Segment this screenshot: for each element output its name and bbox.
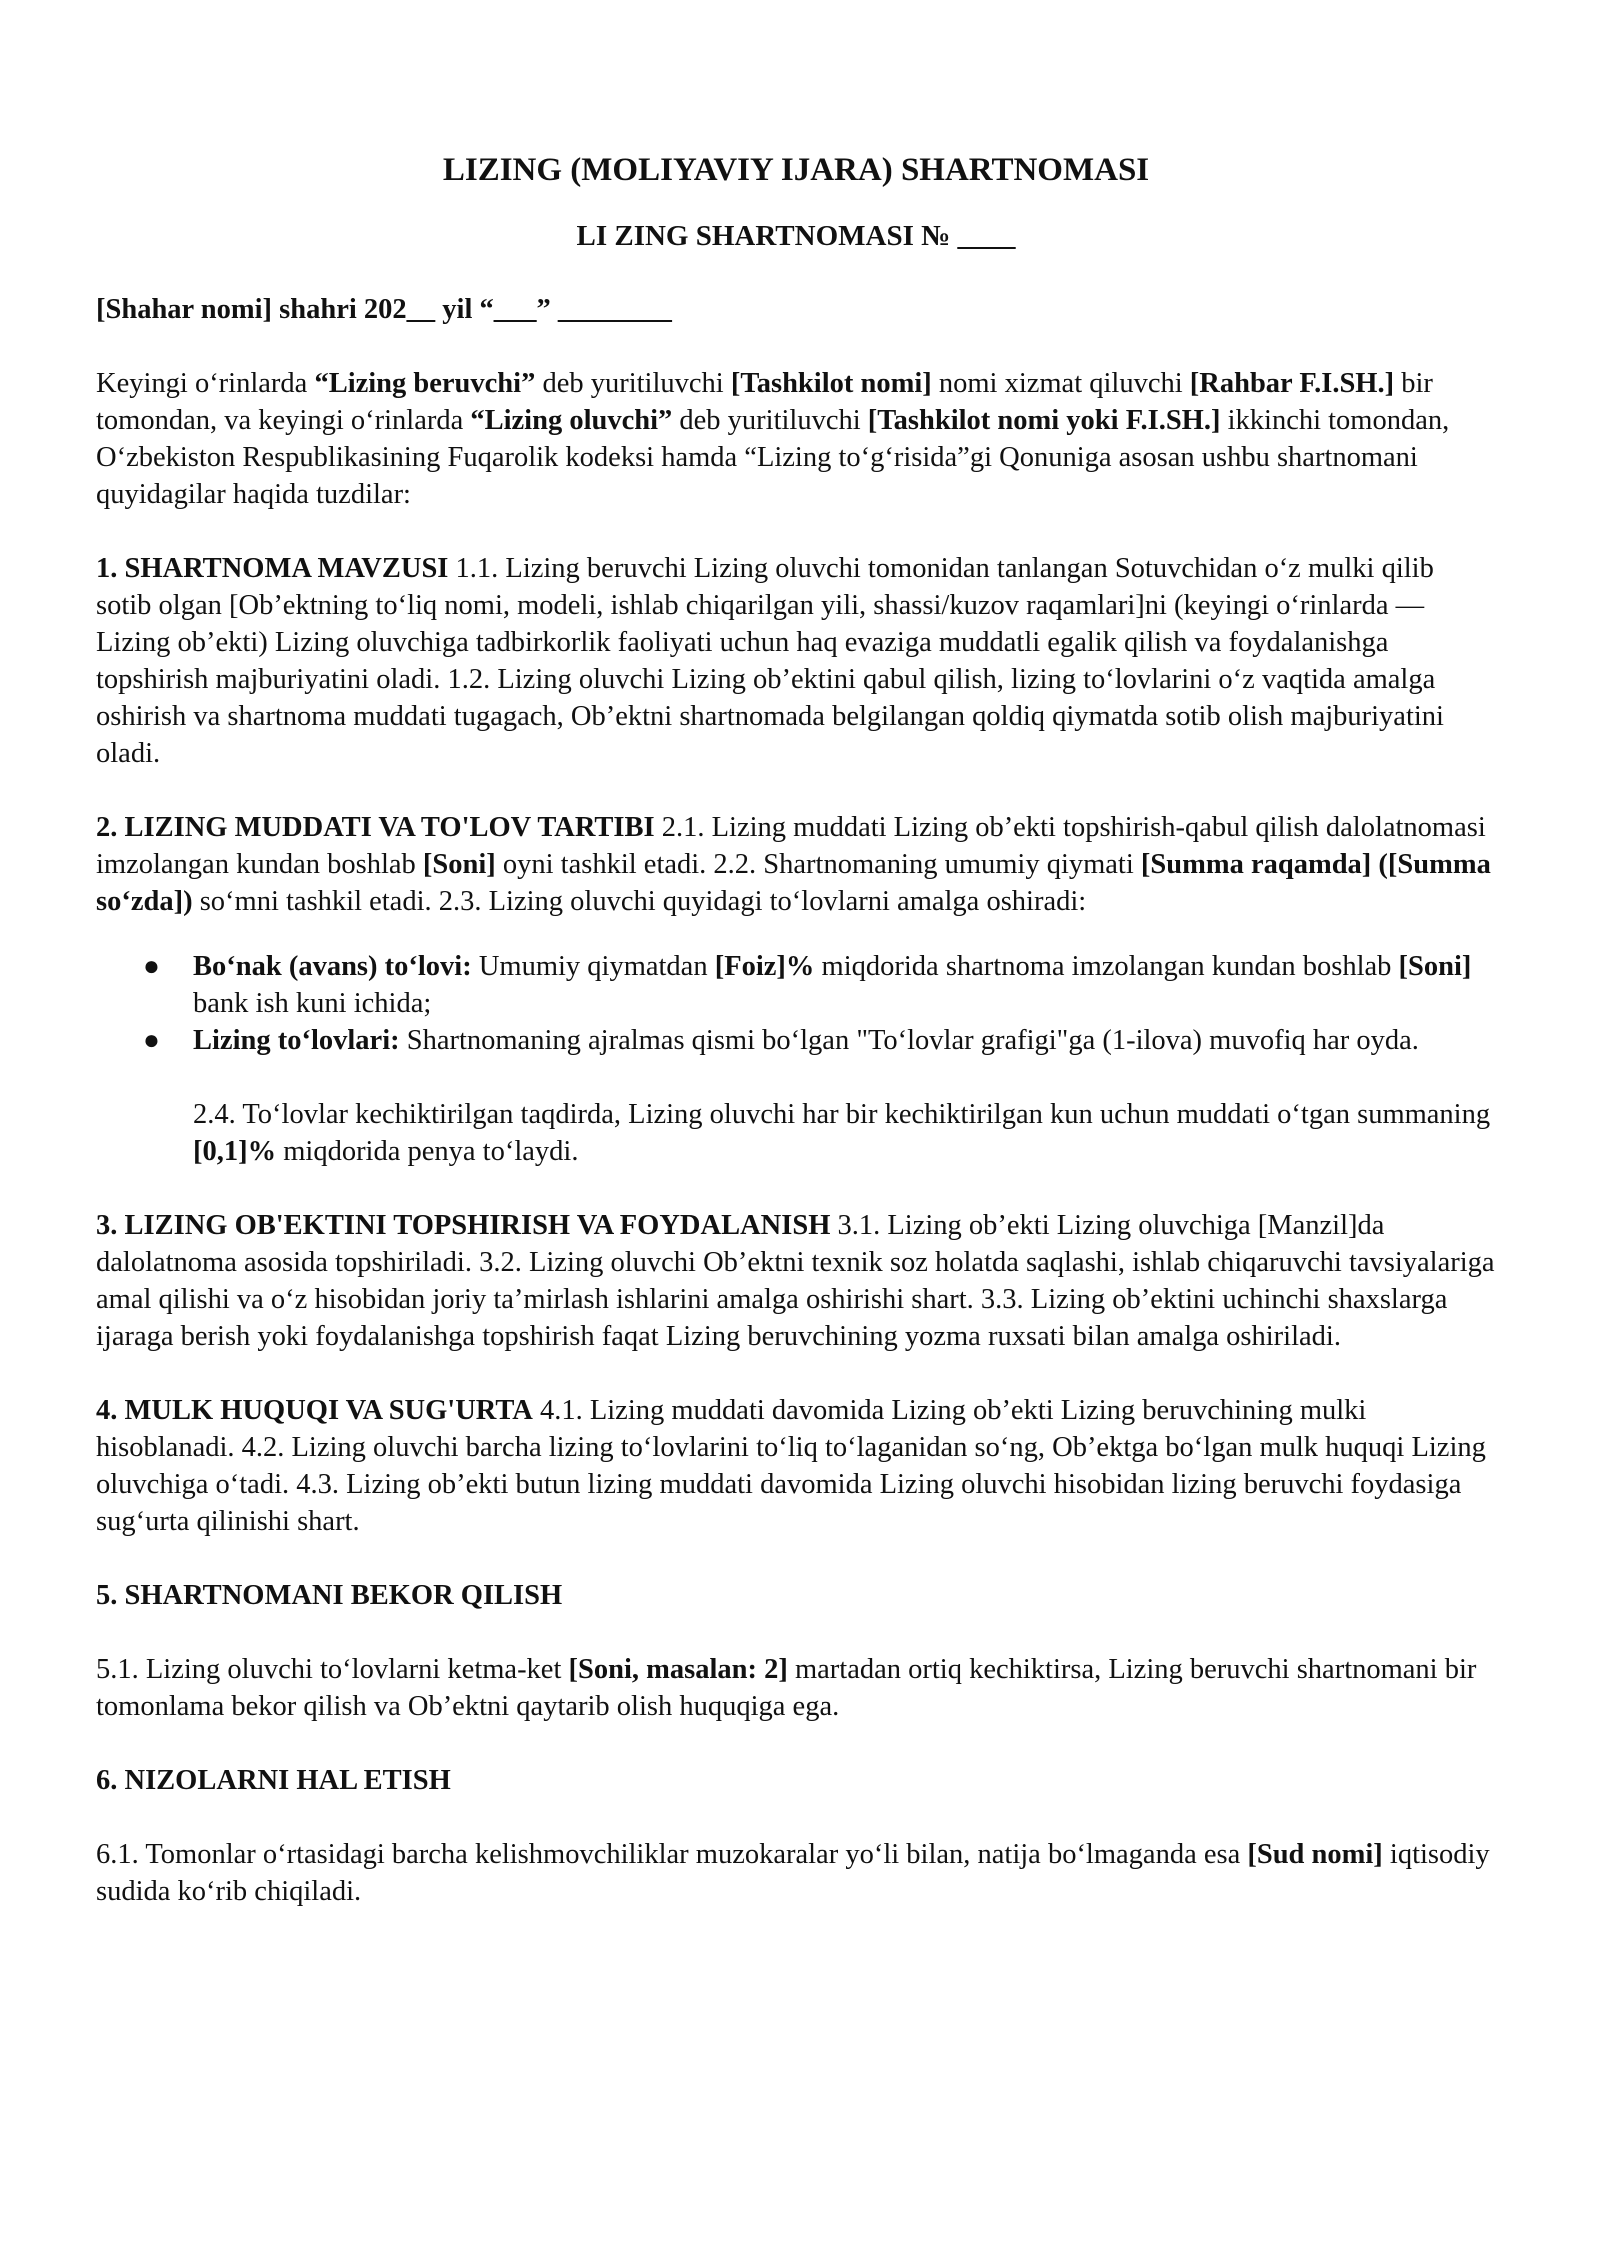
intro-lessee-org-placeholder: [Tashkilot nomi yoki F.I.SH.] — [867, 405, 1221, 436]
document-subtitle: LI ZING SHARTNOMASI № ____ — [576, 220, 1016, 252]
payment-text: miqdorida shartnoma imzolangan kundan boshlab — [814, 951, 1399, 982]
clause-2-4-text: miqdorida penya to‘laydi. — [276, 1136, 579, 1167]
section-6-heading: 6. NIZOLARNI HAL ETISH — [96, 1765, 451, 1796]
payment-label: Bo‘nak (avans) to‘lovi: — [193, 951, 472, 982]
intro-text: bir tomondan, va keyingi o‘rinlarda — [96, 368, 1433, 436]
delay-count-placeholder: [Soni, masalan: 2] — [568, 1654, 788, 1685]
payment-text: bank ish kuni ichida; — [193, 988, 432, 1019]
section-6-text: 6.1. Tomonlar o‘rtasidagi barcha kelishmovchiliklar muzokaralar yo‘li bilan, natija bo‘lmaganda esa — [96, 1839, 1248, 1870]
bullet-icon: ● — [143, 1025, 160, 1056]
intro-text: deb yuritiluvchi — [535, 368, 731, 399]
intro-text: deb yuritiluvchi — [672, 405, 868, 436]
intro-lessor-term: “Lizing beruvchi” — [314, 368, 536, 399]
section-2-text: 2.1. Lizing muddati Lizing ob’ekti topshirish-qabul qilish dalolatnomasi imzolangan kundan boshlab — [96, 812, 1486, 880]
intro-lessor-org-placeholder: [Tashkilot nomi] — [730, 368, 932, 399]
document-title: LIZING (MOLIYAVIY IJARA) SHARTNOMASI — [442, 152, 1150, 188]
days-placeholder: [Soni] — [1398, 951, 1472, 982]
section-4-paragraph — [96, 1392, 1496, 1540]
section-5-heading: 5. SHARTNOMANI BEKOR QILISH — [96, 1580, 563, 1611]
intro-lessee-term: “Lizing oluvchi” — [470, 405, 673, 436]
section-2-text: oyni tashkil etadi. 2.2. Shartnomaning umumiy qiymati — [495, 849, 1141, 880]
section-2-text: so‘mni tashkil etadi. 2.3. Lizing oluvchi quyidagi to‘lovlarni amalga oshiradi: — [192, 886, 1087, 917]
section-5-paragraph — [96, 1651, 1496, 1725]
section-3-paragraph — [96, 1207, 1496, 1355]
list-item — [143, 1022, 1496, 1059]
intro-text: ikkinchi tomondan, O‘zbekiston Respublikasining Fuqarolik kodeksi hamda “Lizing to‘g‘risida”gi Qonuniga asosan ushbu shartnomani quyidagilar haqida tuzdilar: — [96, 405, 1450, 510]
court-name-placeholder: [Sud nomi] — [1247, 1839, 1383, 1870]
term-months-placeholder: [Soni] — [422, 849, 496, 880]
section-2-heading: 2. LIZING MUDDATI VA TO'LOV TARTIBI — [96, 812, 655, 843]
section-6-paragraph — [96, 1836, 1496, 1910]
section-4-heading: 4. MULK HUQUQI VA SUG'URTA — [96, 1395, 533, 1426]
section-5-text: martadan ortiq kechiktirsa, Lizing beruvchi shartnomani bir tomonlama bekor qilish va Ob’ektni qaytarib olish huquqiga ega. — [96, 1654, 1477, 1722]
payment-text: Shartnomaning ajralmas qismi bo‘lgan "To‘lovlar grafigi"ga (1-ilova) muvofiq har oyda. — [399, 1025, 1419, 1056]
section-1-text: 1.1. Lizing beruvchi Lizing oluvchi tomonidan tanlangan Sotuvchidan o‘z mulki qilib sotib olgan [Ob’ektning to‘liq nomi, modeli, ishlab chiqarilgan yili, shassi/kuzov raqamlari]ni (keyingi o‘rinlarda — Lizing ob’ekti) Lizing oluvchiga tadbirkorlik faoliyati uchun haq evaziga muddatli egalik qilish va foydalanishga topshirish majburiyatini oladi. 1.2. Lizing oluvchi Lizing ob’ektini qabul qilish, lizing to‘lovlarini o‘z vaqtida amalga oshirish va shartnoma muddati tugagach, Ob’ektni shartnomada belgilangan qoldiq qiymatda sotib olish majburiyatini oladi. — [96, 553, 1444, 769]
section-3-heading: 3. LIZING OB'EKTINI TOPSHIRISH VA FOYDALANISH — [96, 1210, 831, 1241]
section-6-text: iqtisodiy sudida ko‘rib chiqiladi. — [96, 1839, 1490, 1907]
clause-2-4-paragraph — [96, 1096, 1496, 1170]
percent-placeholder: [Foiz]% — [714, 951, 815, 982]
bullet-icon: ● — [143, 951, 160, 982]
section-4-text: 4.1. Lizing muddati davomida Lizing ob’ekti Lizing beruvchining mulki hisoblanadi. 4.2. Lizing oluvchi barcha lizing to‘lovlarini to‘liq to‘laganidan so‘ng, Ob’ektga bo‘lgan mulk huquqi Lizing oluvchiga o‘tadi. 4.3. Lizing ob’ekti butun lizing muddati davomida Lizing oluvchi hisobidan lizing beruvchi foydasiga sug‘urta qilinishi shart. — [96, 1395, 1486, 1537]
section-1-paragraph — [96, 550, 1496, 772]
payment-label: Lizing to‘lovlari: — [193, 1025, 400, 1056]
place-date-line: [Shahar nomi] shahri 202__ yil “___” ________ — [96, 294, 672, 325]
payment-text: Umumiy qiymatdan — [471, 951, 715, 982]
section-5-text: 5.1. Lizing oluvchi to‘lovlarni ketma-ket — [96, 1654, 569, 1685]
payment-list — [96, 948, 1496, 1059]
penalty-rate-placeholder: [0,1]% — [193, 1136, 277, 1167]
clause-2-4-text: 2.4. To‘lovlar kechiktirilgan taqdirda, Lizing oluvchi har bir kechiktirilgan kun uchun muddati o‘tgan summaning — [193, 1099, 1491, 1130]
section-1-heading: 1. SHARTNOMA MAVZUSI — [96, 553, 449, 584]
section-3-text: 3.1. Lizing ob’ekti Lizing oluvchiga [Manzil]da dalolatnoma asosida topshiriladi. 3.2. Lizing oluvchi Ob’ektni texnik soz holatda saqlashi, ishlab chiqaruvchi tavsiyalariga amal qilishi va o‘z hisobidan joriy ta’mirlash ishlarini amalga oshirishi shart. 3.3. Lizing ob’ektini uchinchi shaxslarga ijaraga berish yoki foydalanishga topshirish faqat Lizing beruvchining yozma ruxsati bilan amalga oshiriladi. — [96, 1210, 1495, 1352]
total-sum-placeholder: [Summa raqamda] ([Summa so‘zda]) — [96, 849, 1491, 917]
intro-paragraph — [96, 365, 1496, 513]
document-page — [96, 150, 1496, 1947]
section-2-paragraph — [96, 809, 1496, 920]
intro-text: Keyingi o‘rinlarda — [96, 368, 315, 399]
intro-text: nomi xizmat qiluvchi — [931, 368, 1190, 399]
list-item — [143, 948, 1496, 1022]
intro-director-placeholder: [Rahbar F.I.SH.] — [1189, 368, 1395, 399]
